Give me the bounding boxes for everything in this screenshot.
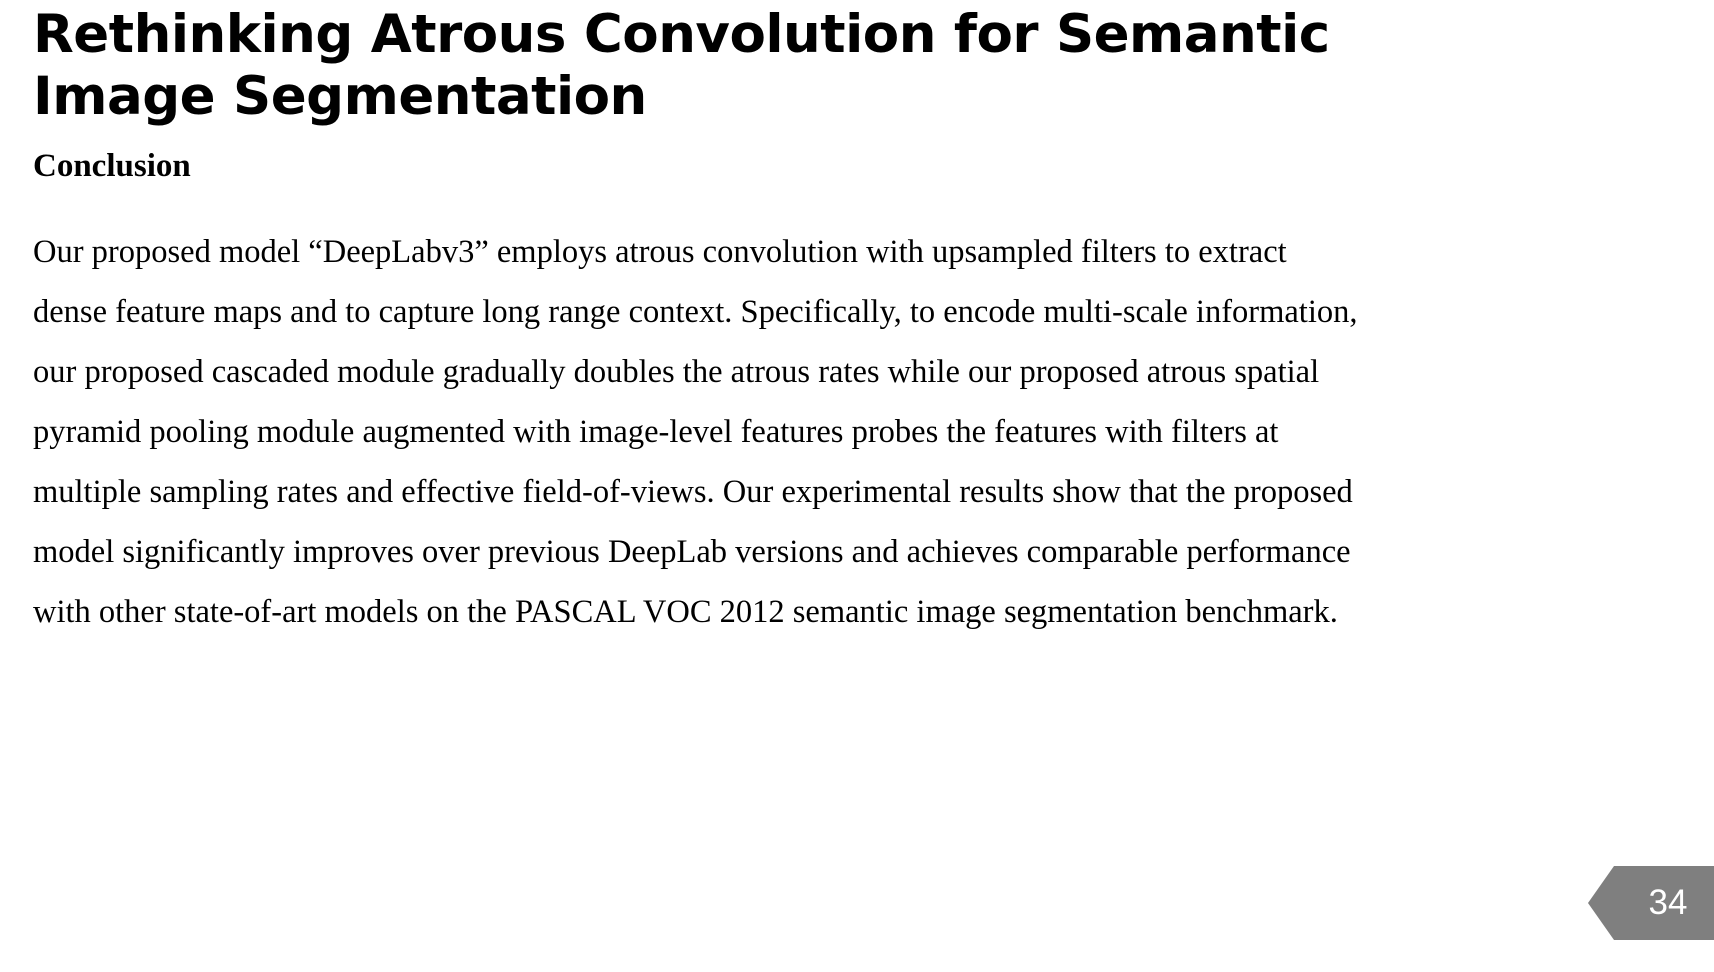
paragraph-line: pyramid pooling module augmented with image-level features probes the features with filters at (33, 414, 1279, 450)
paragraph-line: model significantly improves over previous DeepLab versions and achieves comparable performance (33, 534, 1351, 570)
page-number-tab (1588, 866, 1714, 940)
paragraph-line: our proposed cascaded module gradually doubles the atrous rates while our proposed atrous spatial (33, 354, 1320, 390)
paragraph-line: dense feature maps and to capture long range context. Specifically, to encode multi-scale information, (33, 294, 1358, 330)
paragraph-line: with other state-of-art models on the PASCAL VOC 2012 semantic image segmentation benchmark. (33, 594, 1338, 630)
paragraph-line: multiple sampling rates and effective field-of-views. Our experimental results show that the proposed (33, 474, 1353, 510)
section-heading: Conclusion (33, 148, 191, 184)
page-number: 34 (1648, 883, 1688, 922)
slide-title: Rethinking Atrous Convolution for Semantic Image Segmentation (33, 4, 1330, 127)
conclusion-paragraph (33, 230, 1473, 650)
paragraph-line: Our proposed model “DeepLabv3” employs atrous convolution with upsampled filters to extract (33, 234, 1287, 270)
